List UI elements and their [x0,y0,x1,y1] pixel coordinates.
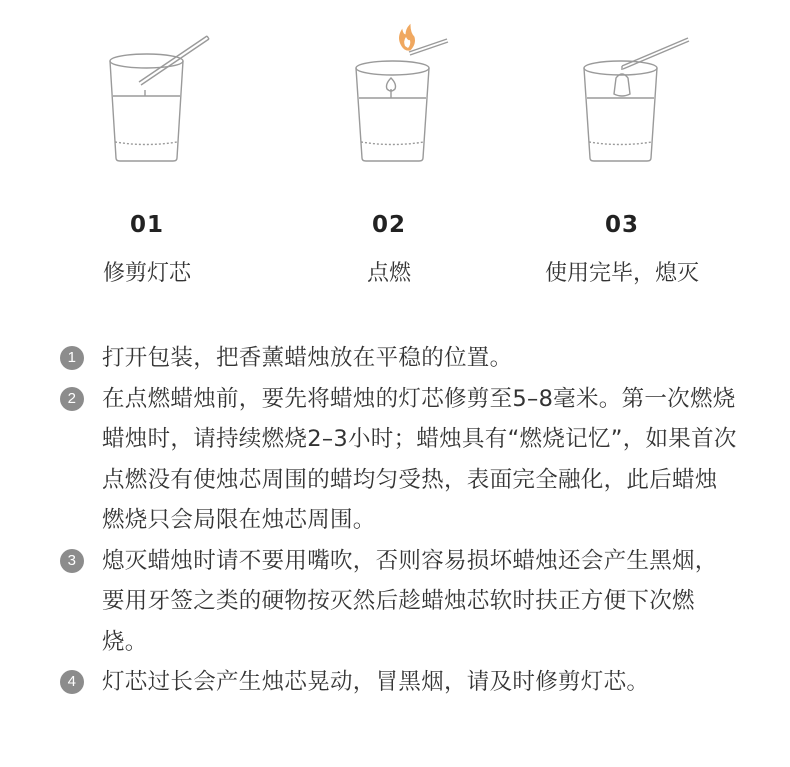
step-number: 03 [604,212,639,238]
step-label: 使用完毕，熄灭 [544,261,699,286]
note-item [60,541,740,663]
number-badge: 2 [60,387,84,411]
step-1 [37,0,257,300]
number-badge: 1 [60,346,84,370]
candle-light-match-icon [279,20,499,170]
note-text: 灯芯过长会产生烛芯晃动，冒黑烟，请及时修剪灯芯。 [102,669,650,695]
candle-snuffer-icon [512,20,732,170]
step-number: 01 [129,212,164,238]
note-text: 打开包装，把香薰蜡烛放在平稳的位置。 [102,345,513,371]
number-badge: 4 [60,670,84,694]
instruction-steps [0,0,790,300]
note-text: 熄灭蜡烛时请不要用嘴吹，否则容易损坏蜡烛还会产生黑烟，要用牙签之类的硬物按灭然后趁蜡烛芯软时扶正方便下次燃烧。 [102,547,718,655]
step-label: 修剪灯芯 [102,261,191,286]
candle-trim-wick-icon [37,20,257,170]
note-text: 在点燃蜡烛前，要先将蜡烛的灯芯修剪至5–8毫米。第一次燃烧蜡烛时，请持续燃烧2–3小时；蜡烛具有“燃烧记忆”，如果首次点燃没有使烛芯周围的蜡均匀受热，表面完全融化，此后蜡烛燃烧只会局限在烛芯周围。 [102,385,737,533]
note-item [60,379,740,541]
step-number: 02 [371,212,406,238]
step-3 [512,0,732,300]
step-label: 点燃 [366,261,411,286]
number-badge: 3 [60,549,84,573]
note-item [60,662,740,703]
usage-notes [60,338,740,703]
step-2 [279,0,499,300]
note-item [60,338,740,379]
